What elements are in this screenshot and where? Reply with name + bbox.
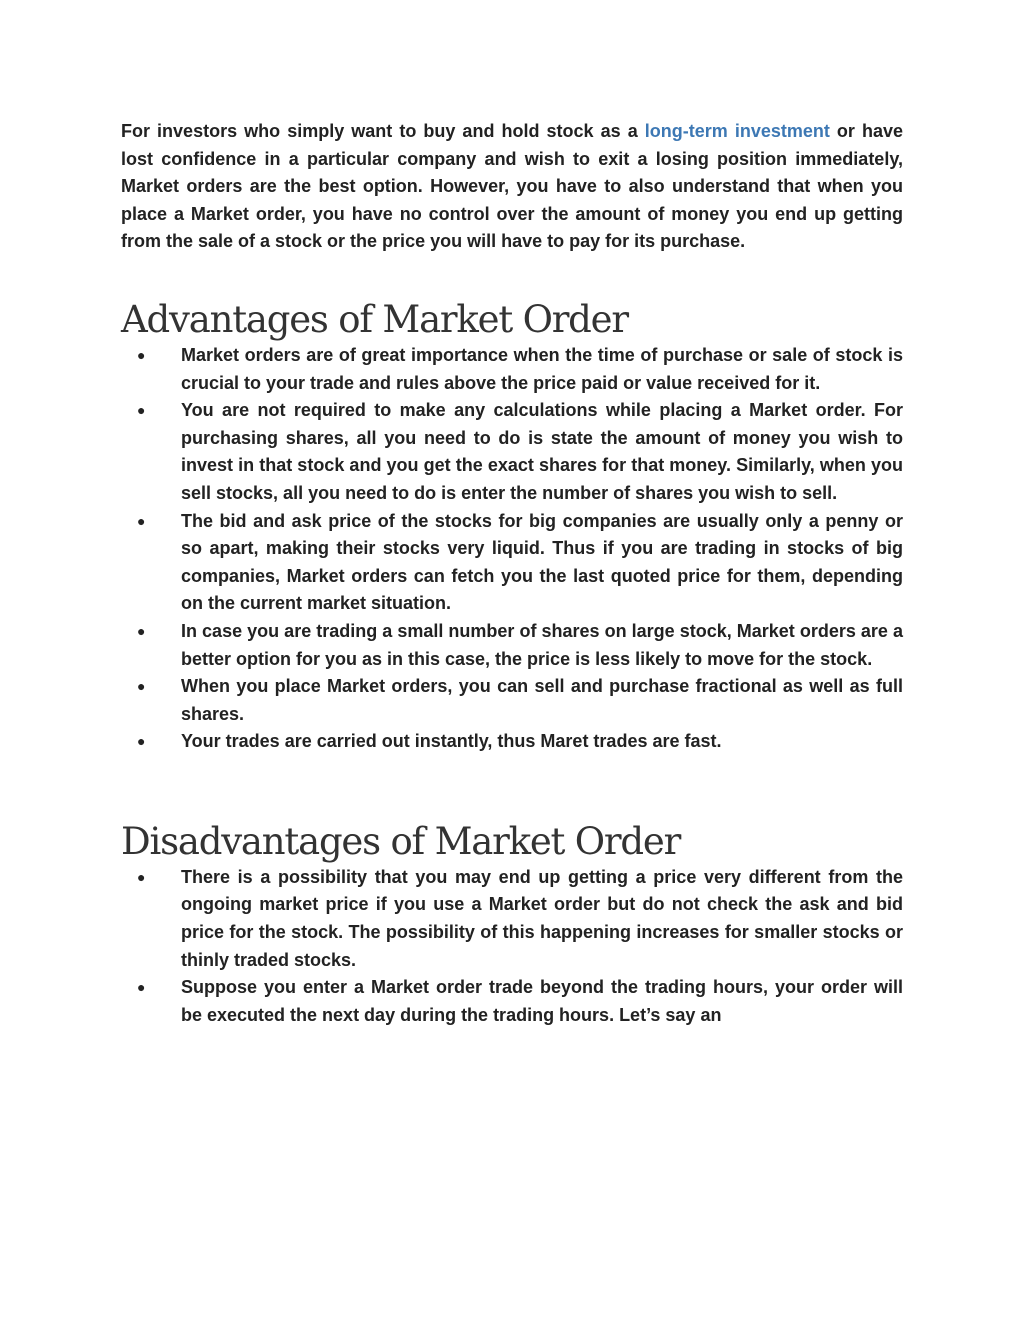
intro-paragraph [121, 118, 903, 256]
list-item [121, 508, 903, 618]
bullet-icon: ● [137, 733, 146, 750]
list-item-text: Your trades are carried out instantly, thus Maret trades are fast. [181, 731, 722, 752]
bullet-icon: ● [137, 346, 146, 363]
list-item-text: Market orders are of great importance when the time of purchase or sale of stock is crucial to your trade and rules above the price paid or value received for it. [181, 344, 903, 393]
list-item-text: When you place Market orders, you can sell and purchase fractional as well as full shares. [181, 676, 903, 724]
intro-text-after: or have lost confidence in a particular company and wish to exit a losing position immediately, Market orders are the best option. However, you have to also understand that when you place a Market order, you have no control over the amount of money you end up getting from the sale of a stock or the price you will have to pay for its purchase. [121, 121, 904, 252]
bullet-icon: ● [137, 868, 146, 885]
list-item-text: There is a possibility that you may end up getting a price very different from the ongoing market price if you use a Market order but do not check the ask and bid price for the stock. The possibility of this happening increases for smaller stocks or thinly traded stocks. [181, 866, 903, 970]
list-item-text: The bid and ask price of the stocks for big companies are usually only a penny or so apart, making their stocks very liquid. Thus if you are trading in stocks of big companies, Market orders can fetch you the last quoted price for them, depending on the current market situation. [181, 510, 903, 614]
list-item [121, 397, 903, 507]
bullet-icon: ● [137, 402, 146, 419]
list-item [121, 342, 903, 397]
disadvantages-list [121, 864, 903, 1030]
bullet-icon: ● [137, 622, 146, 639]
list-item [121, 864, 903, 974]
list-item [121, 728, 903, 756]
list-item-text: Suppose you enter a Market order trade beyond the trading hours, your order will be executed the next day during the trading hours. Let’s say an [181, 977, 903, 1025]
list-item [121, 673, 903, 728]
disadvantages-heading: Disadvantages of Market Order [121, 819, 681, 863]
bullet-icon: ● [137, 979, 146, 996]
advantages-heading: Advantages of Market Order [121, 297, 628, 341]
bullet-icon: ● [137, 678, 146, 695]
document-page [121, 118, 903, 1029]
advantages-list [121, 342, 903, 756]
long-term-investment-link[interactable]: long-term investment [644, 121, 830, 141]
list-item-text: You are not required to make any calculations while placing a Market order. For purchasing shares, all you need to do is state the amount of money you wish to invest in that stock and you get the exact shares for that money. Similarly, when you sell stocks, all you need to do is enter the number of shares you wish to sell. [181, 400, 903, 503]
list-item [121, 618, 903, 673]
list-item [121, 974, 903, 1029]
bullet-icon: ● [137, 512, 146, 529]
intro-text-before: For investors who simply want to buy and hold stock as a [121, 121, 645, 141]
list-item-text: In case you are trading a small number of shares on large stock, Market orders are a better option for you as in this case, the price is less likely to move for the stock. [181, 620, 903, 669]
